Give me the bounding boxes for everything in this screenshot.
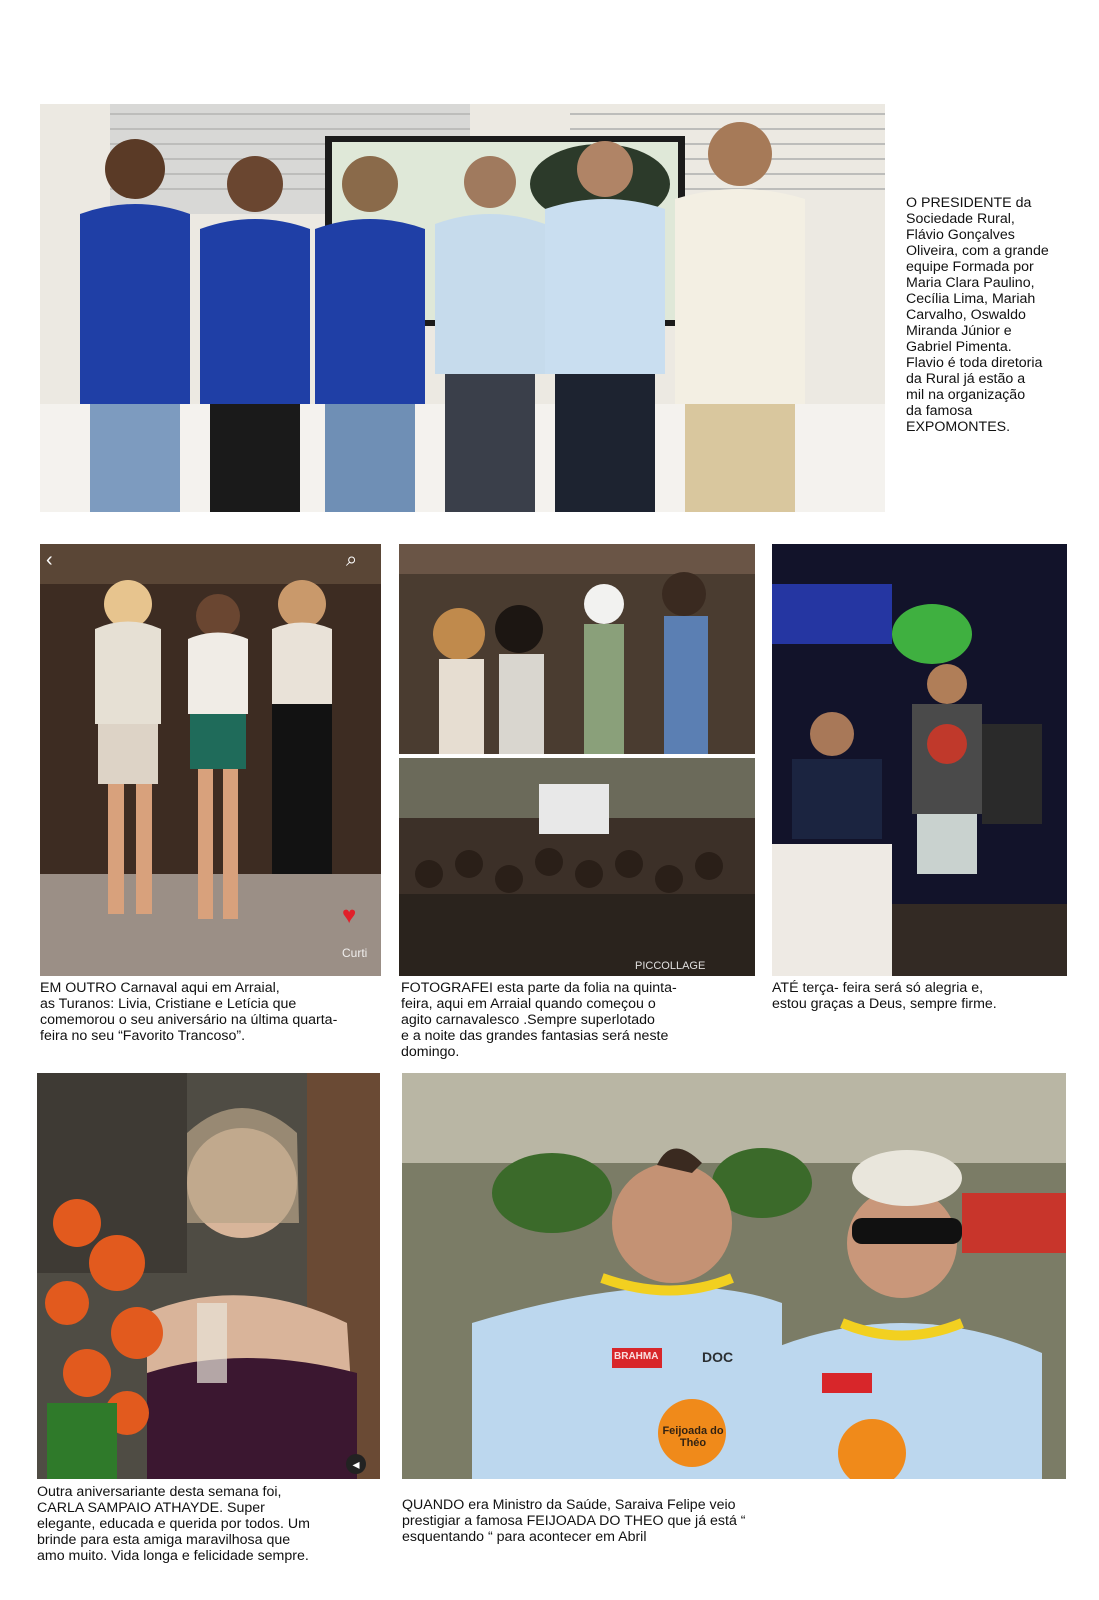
search-icon[interactable]: ⌕ xyxy=(346,549,358,571)
photo-carnival-crowd xyxy=(399,544,755,976)
caption-turanos: EM OUTRO Carnaval aqui em Arraial, as Turanos: Livia, Cristiane e Letícia que comemorou o seu aniversário na última quarta- feira no seu “Favorito Trancoso”. xyxy=(40,980,338,1044)
photo-feijoada xyxy=(402,1073,1066,1479)
back-arrow-icon[interactable]: ‹ xyxy=(46,549,53,571)
caption-carla: Outra aniversariante desta semana foi, CARLA SAMPAIO ATHAYDE. Super elegante, educada e querida por todos. Um brinde para esta amiga maravilhosa que amo muito. Vida longa e felicidade sempre. xyxy=(37,1484,310,1564)
photo-turanos xyxy=(40,544,381,976)
caption-feijoada: QUANDO era Ministro da Saúde, Saraiva Felipe veio prestigiar a famosa FEIJOADA DO THEO que já está “ esquentando “ para acontecer em Abril xyxy=(402,1497,746,1545)
photo-turanos-illustration xyxy=(40,544,381,976)
mute-icon[interactable]: ◂ xyxy=(346,1454,366,1474)
caption-night: ATÉ terça- feira será só alegria e, estou graças a Deus, sempre firme. xyxy=(772,980,997,1012)
shirt-brand-brahma: BRAHMA xyxy=(614,1351,659,1362)
photo-feijoada-illustration xyxy=(402,1073,1066,1479)
photo-carla-illustration xyxy=(37,1073,380,1479)
photo-rural-team xyxy=(40,104,885,512)
photo-rural-team-illustration xyxy=(40,104,885,512)
caption-crowd: FOTOGRAFEI esta parte da folia na quinta- feira, aqui em Arraial quando começou o agito carnavalesco .Sempre superlotado e a noite das grandes fantasias será neste domingo. xyxy=(401,980,677,1060)
photo-arraial-night-illustration xyxy=(772,544,1067,976)
collage-watermark: PICCOLLAGE xyxy=(635,960,706,972)
photo-carnival-crowd-illustration xyxy=(399,544,755,976)
caption-rural: O PRESIDENTE da Sociedade Rural, Flávio Gonçalves Oliveira, com a grande equipe Formada por Maria Clara Paulino, Cecília Lima, Mariah Carvalho, Oswaldo Miranda Júnior e Gabriel Pimenta. Flavio é toda diretoria da Rural já estão a mil na organização da famosa EXPOMONTES. xyxy=(906,195,1049,435)
photo-arraial-night xyxy=(772,544,1067,976)
heart-icon[interactable]: ♥ xyxy=(342,902,357,929)
photo-carla xyxy=(37,1073,380,1479)
shirt-brand-doc: DOC xyxy=(702,1349,734,1365)
like-label: Curti xyxy=(342,946,368,960)
shirt-feijoada-logo: Feijoada do Théo xyxy=(662,1425,724,1449)
